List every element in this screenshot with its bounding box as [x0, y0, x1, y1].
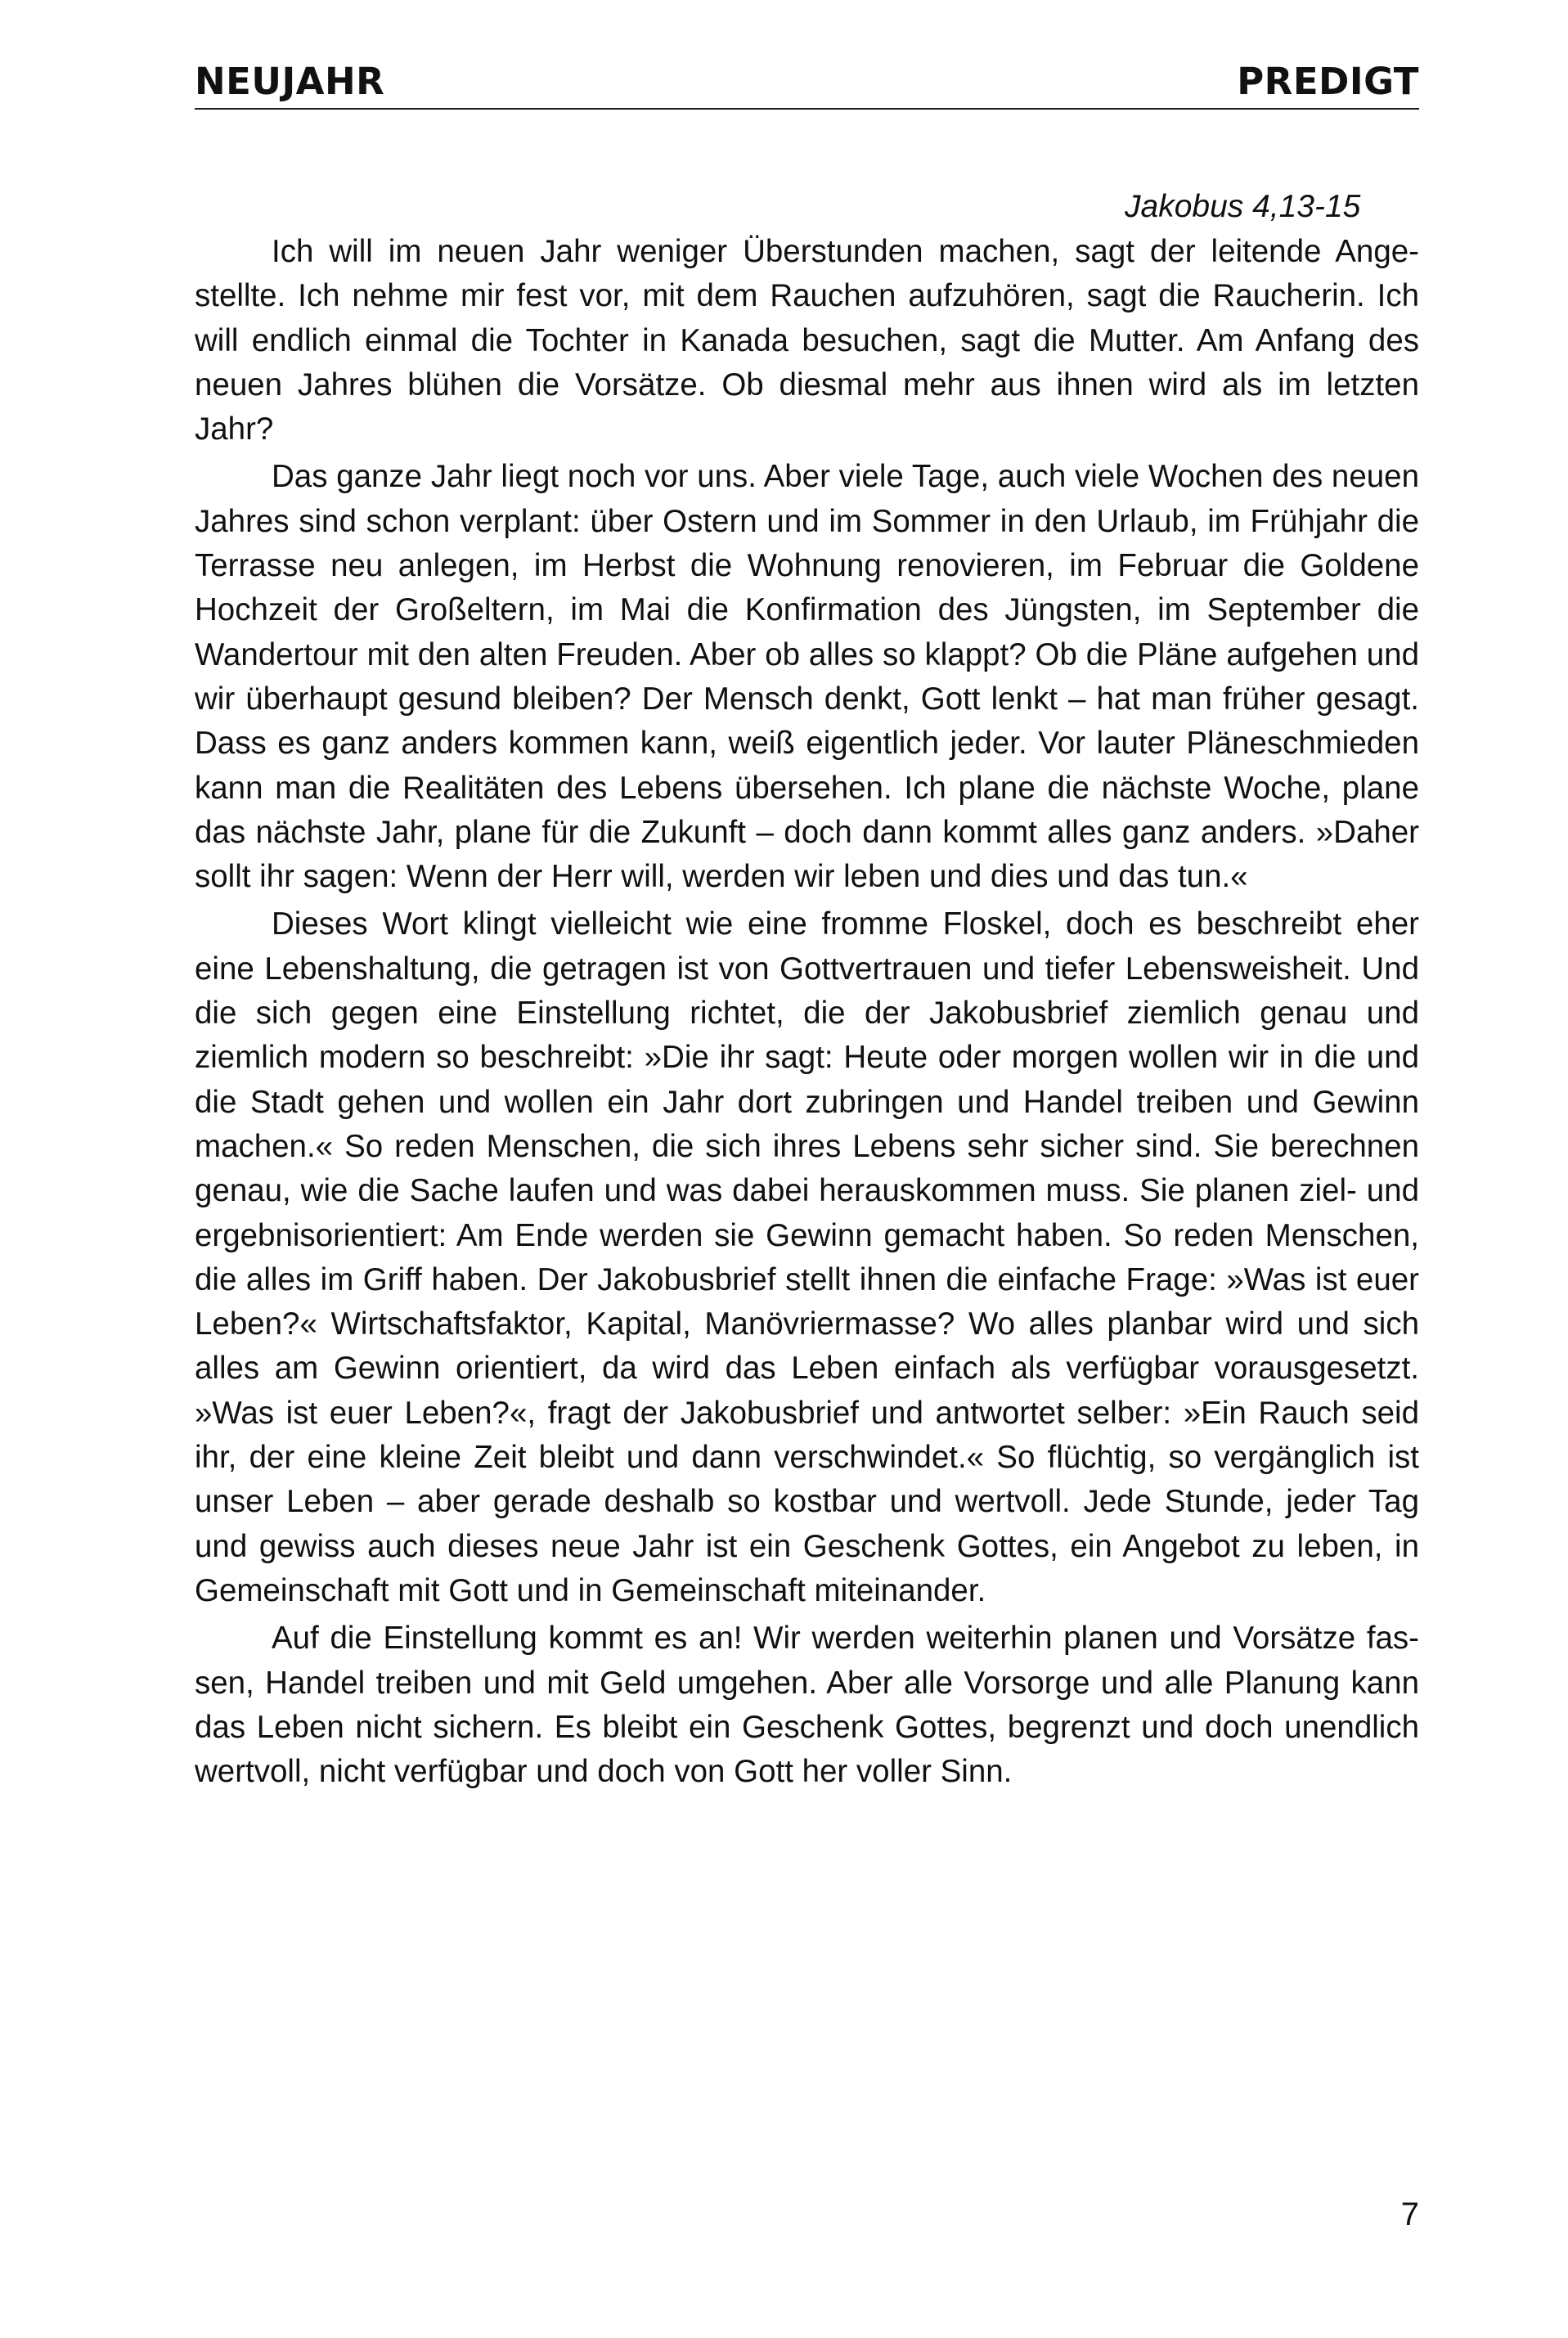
paragraph: Auf die Einstellung kommt es an! Wir werden weiterhin planen und Vorsätze fassen, Handel treiben und mit Geld umgehen. Aber alle Vorsorge und alle Planung kann das Leben nicht sichern. Es bleibt ein Geschenk Gottes, begrenzt und doch unendlich wertvoll, nicht verfügbar und doch von Gott her voller Sinn. — [195, 1621, 1419, 1790]
sermon-body — [195, 230, 1419, 1797]
page-number: 7 — [1400, 2196, 1419, 2232]
running-head-section: NEUJAHR — [195, 60, 385, 103]
paragraph: Ich will im neuen Jahr weniger Überstunden machen, sagt der leitende Angestellte. Ich nehme mir fest vor, mit dem Rauchen aufzuhören, sagt die Raucherin. Ich will endlich einmal die Tochter in Kanada besuchen, sagt die Mutter. Am Anfang des neuen Jahres blühen die Vorsätze. Ob diesmal mehr aus ihnen wird als im letzten Jahr? — [195, 234, 1419, 447]
paragraph: Das ganze Jahr liegt noch vor uns. Aber viele Tage, auch viele Wochen des neuen Jahres sind schon verplant: über Ostern und im Sommer in den Urlaub, im Frühjahr die Terrasse neu anlegen, im Herbst die Wohnung renovieren, im Februar die Goldene Hochzeit der Großeltern, im Mai die Konfirmation des Jüngsten, im September die Wandertour mit den alten Freuden. Aber ob alles so klappt? Ob die Pläne aufgehen und wir überhaupt gesund bleiben? Der Mensch denkt, Gott lenkt – hat man früher gesagt. Dass es ganz anders kommen kann, weiß eigentlich jeder. Vor lauter Pläneschmieden kann man die Realitäten des Lebens übersehen. Ich plane die nächste Woche, plane das nächste Jahr, plane für die Zukunft – doch dann kommt alles ganz anders. »Daher sollt ihr sagen: Wenn der Herr will, werden wir leben und dies und das tun.« — [195, 459, 1419, 895]
scripture-reference: Jakobus 4,13-15 — [1125, 189, 1361, 224]
page-header — [195, 54, 1419, 110]
running-head-genre: PREDIGT — [1237, 60, 1419, 103]
paragraph: Dieses Wort klingt vielleicht wie eine fromme Floskel, doch es beschreibt eher eine Lebenshaltung, die getragen ist von Gottvertrauen und tiefer Lebensweisheit. Und die sich gegen eine Einstellung richtet, die der Jakobusbrief ziemlich genau und ziemlich modern so beschreibt: »Die ihr sagt: Heute oder morgen wollen wir in die und die Stadt gehen und wollen ein Jahr dort zubringen und Handel treiben und Gewinn machen.« So reden Menschen, die sich ihres Lebens sehr sicher sind. Sie berechnen genau, wie die Sache laufen und was dabei herauskommen muss. Sie planen ziel- und ergebnisorientiert: Am Ende werden sie Gewinn gemacht haben. So reden Menschen, die alles im Griff haben. Der Jakobusbrief stellt ihnen die einfache Frage: »Was ist euer Leben?« Wirtschaftsfaktor, Kapital, Manövriermasse? Wo alles planbar wird und sich alles am Gewinn orientiert, da wird das Leben einfach als verfügbar vorausgesetzt. »Was ist euer Leben?«, fragt der Jakobusbrief und antwortet selber: »Ein Rauch seid ihr, der eine kleine Zeit bleibt und dann verschwindet.« So flüchtig, so vergänglich ist unser Leben – aber gerade deshalb so kostbar und wertvoll. Jede Stunde, jeder Tag und gewiss auch dieses neue Jahr ist ein Geschenk Gottes, ein Angebot zu leben, in Gemeinschaft mit Gott und in Gemeinschaft miteinander. — [195, 906, 1419, 1608]
